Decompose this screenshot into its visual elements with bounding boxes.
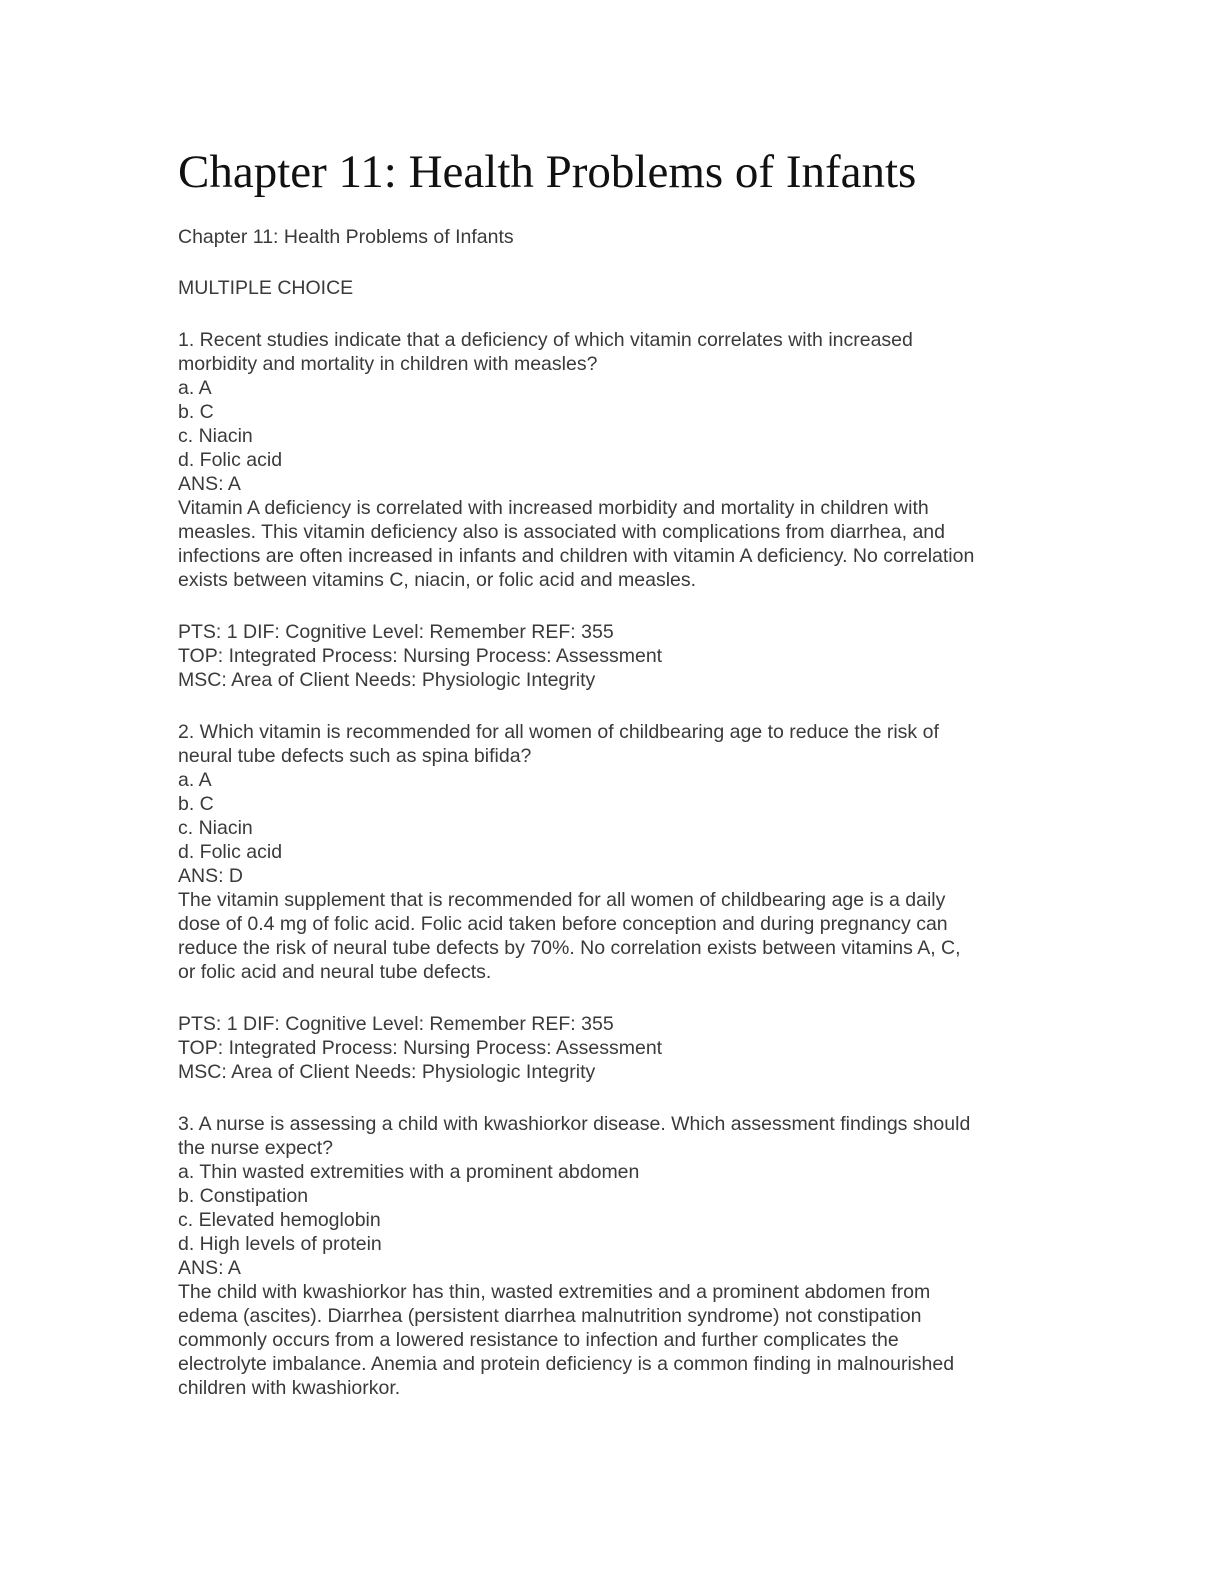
question-stem-line: the nurse expect? <box>178 1137 334 1159</box>
answer-option: d. High levels of protein <box>178 1233 382 1255</box>
question-1 <box>178 328 1058 592</box>
meta-pts: PTS: 1 DIF: Cognitive Level: Remember REF: 355 <box>178 621 614 643</box>
answer-option: a. A <box>178 377 212 399</box>
rationale-line: or folic acid and neural tube defects. <box>178 961 492 983</box>
question-2 <box>178 720 1058 984</box>
answer-option: c. Niacin <box>178 817 253 839</box>
meta-top: TOP: Integrated Process: Nursing Process: Assessment <box>178 645 663 667</box>
rationale-line: dose of 0.4 mg of folic acid. Folic acid taken before conception and during pregnancy can <box>178 913 948 935</box>
section-label: MULTIPLE CHOICE <box>178 277 354 299</box>
question-stem-line: neural tube defects such as spina bifida? <box>178 745 532 767</box>
rationale-line: The vitamin supplement that is recommended for all women of childbearing age is a daily <box>178 889 946 911</box>
answer-option: a. Thin wasted extremities with a prominent abdomen <box>178 1161 640 1183</box>
document-title: Chapter 11: Health Problems of Infants <box>178 146 917 198</box>
answer-option: c. Niacin <box>178 425 253 447</box>
rationale-line: exists between vitamins C, niacin, or folic acid and measles. <box>178 569 697 591</box>
question-stem-line: 3. A nurse is assessing a child with kwashiorkor disease. Which assessment findings should <box>178 1113 971 1135</box>
answer-option: c. Elevated hemoglobin <box>178 1209 381 1231</box>
rationale-line: infections are often increased in infants and children with vitamin A deficiency. No correlation <box>178 545 975 567</box>
rationale-line: The child with kwashiorkor has thin, wasted extremities and a prominent abdomen from <box>178 1281 931 1303</box>
answer-key: ANS: A <box>178 1257 241 1279</box>
document-page <box>178 142 1058 1400</box>
rationale-line: edema (ascites). Diarrhea (persistent diarrhea malnutrition syndrome) not constipation <box>178 1305 922 1327</box>
document-subtitle: Chapter 11: Health Problems of Infants <box>178 226 514 248</box>
answer-key: ANS: D <box>178 865 244 887</box>
question-stem-line: 2. Which vitamin is recommended for all women of childbearing age to reduce the risk of <box>178 721 939 743</box>
rationale-line: reduce the risk of neural tube defects by 70%. No correlation exists between vitamins A, C, <box>178 937 961 959</box>
answer-option: d. Folic acid <box>178 449 283 471</box>
answer-option: b. C <box>178 793 214 815</box>
meta-top: TOP: Integrated Process: Nursing Process: Assessment <box>178 1037 663 1059</box>
question-stem-line: 1. Recent studies indicate that a deficiency of which vitamin correlates with increased <box>178 329 913 351</box>
answer-option: d. Folic acid <box>178 841 283 863</box>
meta-msc: MSC: Area of Client Needs: Physiologic Integrity <box>178 1061 596 1083</box>
answer-key: ANS: A <box>178 473 241 495</box>
rationale-line: children with kwashiorkor. <box>178 1377 401 1399</box>
question-2-meta <box>178 1012 1058 1084</box>
question-stem-line: morbidity and mortality in children with measles? <box>178 353 598 375</box>
rationale-line: measles. This vitamin deficiency also is associated with complications from diarrhea, and <box>178 521 945 543</box>
meta-msc: MSC: Area of Client Needs: Physiologic Integrity <box>178 669 596 691</box>
rationale-line: electrolyte imbalance. Anemia and protein deficiency is a common finding in malnourished <box>178 1353 955 1375</box>
question-1-meta <box>178 620 1058 692</box>
rationale-line: Vitamin A deficiency is correlated with increased morbidity and mortality in children with <box>178 497 929 519</box>
answer-option: a. A <box>178 769 212 791</box>
question-3 <box>178 1112 1058 1400</box>
rationale-line: commonly occurs from a lowered resistance to infection and further complicates the <box>178 1329 899 1351</box>
meta-pts: PTS: 1 DIF: Cognitive Level: Remember REF: 355 <box>178 1013 614 1035</box>
answer-option: b. Constipation <box>178 1185 309 1207</box>
answer-option: b. C <box>178 401 214 423</box>
